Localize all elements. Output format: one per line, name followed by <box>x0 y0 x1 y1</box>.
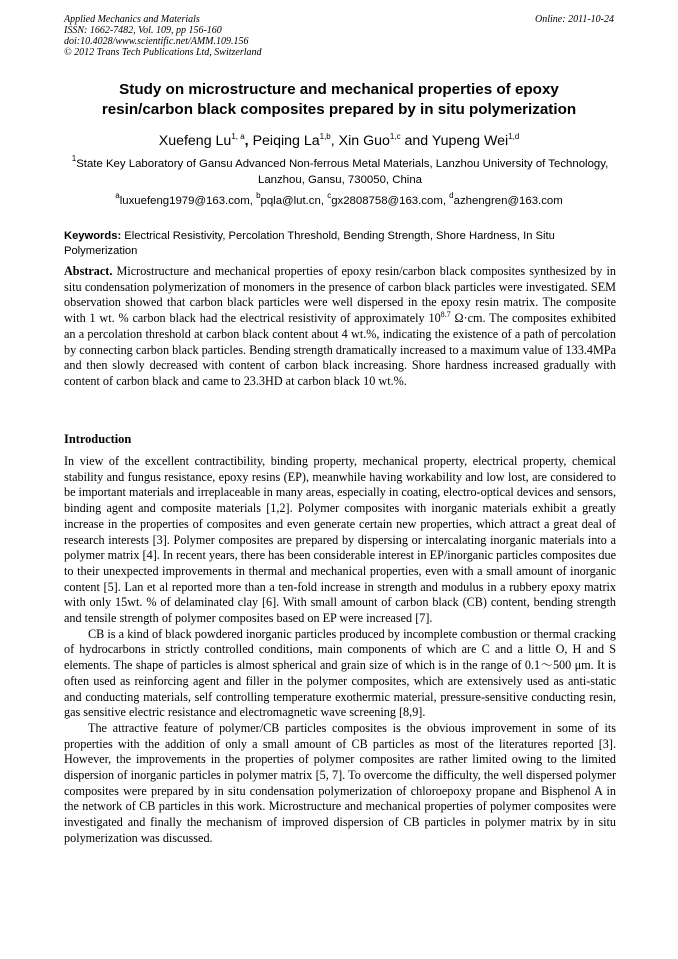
email-address[interactable]: luxuefeng1979@163.com <box>119 195 250 207</box>
author-name: Peiqing La <box>252 133 320 149</box>
paper-title <box>64 80 614 120</box>
author-name: Xin Guo <box>338 133 390 149</box>
keywords-label: Keywords: <box>64 230 122 242</box>
abstract-text-continued: Ω·cm. The composites exhibited an a percolation threshold at carbon black content about 4 wt.%, indicating the existence of a path of percolation by connecting carbon black particles. Bending strength dramatically increased to a maximum value of 133.4MPa and then slowly decreased with content of carbon black increasing. Shore hardness increased gradually with content of carbon black and came to 23.3HD at carbon black 10 wt.%. <box>64 311 616 388</box>
abstract-text: Microstructure and mechanical properties of epoxy resin/carbon black composites synthesized by in situ condensation polymerization of monomers in the presence of carbon black particles were investigated. SEM observation showed that carbon black particles were well dispersed in the epoxy resin matrix. The composite with 1 wt. % carbon black had the electrical resistivity of approximately 10 <box>64 264 616 326</box>
copyright-line: © 2012 Trans Tech Publications Ltd, Switzerland <box>64 47 262 58</box>
email-mark: c <box>327 191 332 200</box>
issn-line: ISSN: 1662-7482, Vol. 109, pp 156-160 <box>64 25 222 36</box>
keywords-text: Electrical Resistivity, Percolation Threshold, Bending Strength, Shore Hardness, In Situ Polymerization <box>64 230 555 257</box>
doi-line: doi:10.4028/www.scientific.net/AMM.109.156 <box>64 36 249 47</box>
online-date: Online: 2011-10-24 <box>535 14 614 25</box>
section-heading-introduction: Introduction <box>64 432 132 446</box>
email-address[interactable]: pqla@lut.cn <box>260 195 321 207</box>
journal-name: Applied Mechanics and Materials <box>64 14 200 25</box>
email-mark: a <box>115 191 120 200</box>
author-affiliation-mark: 1,d <box>508 132 520 141</box>
body-paragraph: CB is a kind of black powdered inorganic particles produced by incomplete combustion or thermal cracking of hydrocarbons in strictly controlled conditions, main components of which are C and a little O, H and S elements. The shape of particles is almost spherical and grain size of which is in the range of 0.1～500 μm. It is often used as reinforcing agent and filler in the polymer composites, which are extensively used as anti-static and conducting materials, self controlling temperature exothermic material, pressure-sensitive conducting resin, gas sensitive electric resistance and electromagnetic wave screening [8,9]. <box>64 626 616 720</box>
email-list: $^a$luxuefeng1979@163.com, $^b$pqla@lut.cn, $^c$gx2808758@163.com, $^d$azhengren@163.com <box>115 191 563 207</box>
author-affiliation-mark: 1,b <box>319 132 331 141</box>
email-mark: b <box>256 191 261 200</box>
author-affiliation-mark: 1,c <box>389 132 401 141</box>
abstract <box>64 264 616 390</box>
author-name: Yupeng Wei <box>431 133 509 149</box>
title-line-1: Study on microstructure and mechanical properties of epoxy <box>119 81 559 98</box>
abstract-exponent: 8.7 <box>440 310 451 320</box>
title-line-2: resin/carbon black composites prepared by in situ polymerization <box>101 101 577 118</box>
affiliation <box>70 154 610 188</box>
author-and: and <box>400 133 432 149</box>
keywords <box>64 229 616 258</box>
email-address[interactable]: azhengren@163.com <box>453 195 563 207</box>
email-address[interactable]: gx2808758@163.com <box>331 195 443 207</box>
introduction-body <box>64 454 616 847</box>
email-mark: d <box>449 191 454 200</box>
body-paragraph: In view of the excellent contractibility, binding property, mechanical property, electrical property, chemical stability and fungus resistance, epoxy resins (EP), meanwhile having workability and low lost, are considered to be important materials and irreplaceable in many areas, especially in coating, electro-optical devices and sensors, binding agent and composite materials [1,2]. Polymer composites with inorganic materials exhibit a greatly increase in the properties of composites and even generate certain new properties, which attract a great deal of research interests [3]. Polymer composites are prepared by dispersing or intercalating inorganic materials into a polymer matrix [4]. In recent years, there has been considerable interest in EP/inorganic particles composites due to their unexpected improvements in thermal and mechanical properties, even with a small amount of inorganic content [5]. Lan et al reported more than a ten-fold increase in strength and modulus in a rubbery epoxy matrix with only 15wt. % of delaminated clay [6]. With small amount of carbon black (CB) content, bending strength and tensile strength of polymer composites based on EP were increased [7]. <box>64 454 616 626</box>
author-separator: , <box>330 133 339 149</box>
journal-header <box>64 14 614 58</box>
author-affiliation-mark: 1, a <box>231 132 245 141</box>
author-separator: , <box>244 133 253 149</box>
abstract-label: Abstract. <box>64 264 113 278</box>
body-paragraph: The attractive feature of polymer/CB particles composites is the obvious improvement in some of its properties with the addition of only a small amount of CB particles as most of the literatures reported [3]. However, the improvements in the properties of polymer composites are rather limited owing to the limited dispersion of inorganic particles in polymer matrix [5, 7]. To overcome the difficulty, the well dispersed polymer composites were prepared by in situ condensation polymerization of chloroepoxy propane and Bisphenol A in the network of CB particles in this work. Microstructure and mechanical properties of polymer composites were investigated and finally the mechanism of improved dispersion of CB particles in polymer matrix by in situ polymerization was discussed. <box>64 720 616 845</box>
affiliation-mark: 1 <box>71 154 77 163</box>
author-list <box>64 132 614 150</box>
affiliation-text: State Key Laboratory of Gansu Advanced Non-ferrous Metal Materials, Lanzhou University of Technology, Lanzhou, Gansu, 730050, China <box>76 158 609 186</box>
author-name: Xuefeng Lu <box>158 133 232 149</box>
